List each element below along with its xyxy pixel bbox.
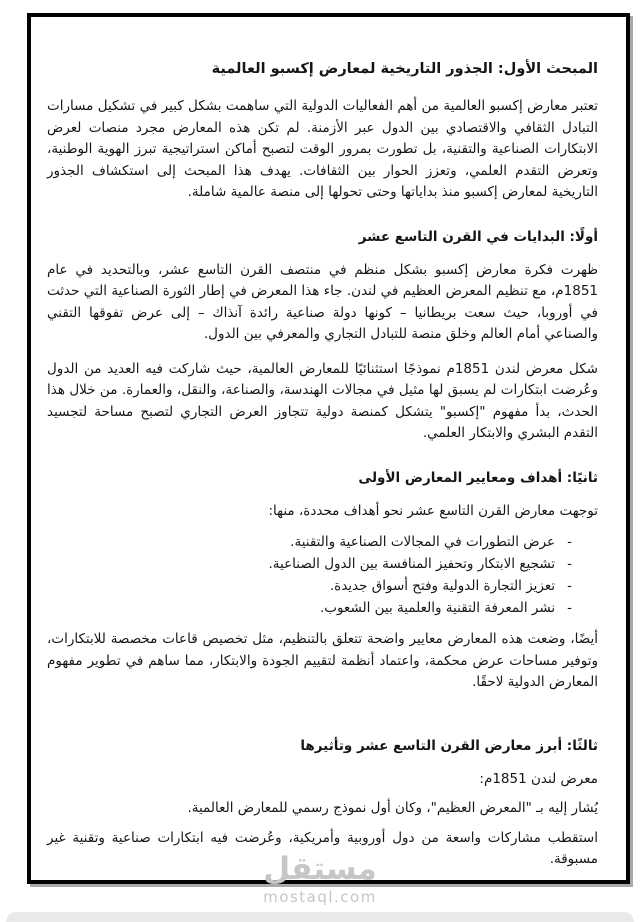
document-title: المبحث الأول: الجذور التاريخية لمعارض إكسبو العالمية (211, 61, 598, 77)
bullet-item-label: نشر المعرفة التقنية والعلمية بين الشعوب. (319, 600, 556, 616)
bullet-dash-marker: - (567, 600, 572, 616)
watermark-domain-text: mostaql.com (263, 888, 377, 906)
section3-subheading: معرض لندن 1851م: (479, 770, 598, 787)
section3-paragraph-2: استقطب مشاركات واسعة من دول أوروبية وأمريكية، وعُرضت فيه ابتكارات صناعية وتقنية غير مسبوقة. (47, 829, 598, 867)
bullet-item (47, 531, 572, 553)
bullet-item-label: عرض التطورات في المجالات الصناعية والتقنية. (290, 534, 556, 550)
intro-paragraph: تعتبر معارض إكسبو العالمية من أهم الفعاليات الدولية التي ساهمت بشكل كبير في تشكيل مسارات التبادل الثقافي والاقتصادي بين الدول عبر الأزمنة. لم تكن هذه المعارض مجرد منصات لعرض الابتكارات الصناعية والتقنية، بل تطورت بمرور الوقت لتصبح أماكن استراتيجية تبرز الهوية الوطنية، وتعرض التقدم العلمي، وتعزز الحوار بين الثقافات. يهدف هذا المبحث إلى استكشاف الجذور التاريخية لمعارض إكسبو منذ بداياتها وحتى تحولها إلى منصة عالمية شاملة. (47, 98, 598, 200)
bullet-item-label: تعزيز التجارة الدولية وفتح أسواق جديدة. (329, 578, 556, 594)
bullet-item (47, 575, 572, 597)
section1-heading: أولًا: البدايات في القرن التاسع عشر (358, 228, 598, 245)
goals-bullet-list (47, 531, 598, 619)
section3-paragraph-1: يُشار إليه بـ "المعرض العظيم"، وكان أول نموذج رسمي للمعارض العالمية. (187, 800, 598, 816)
bullet-dash-marker: - (567, 578, 572, 594)
page-content (31, 17, 626, 880)
section2-paragraph: أيضًا، وضعت هذه المعارض معايير واضحة تتعلق بالتنظيم، مثل تخصيص قاعات مخصصة للابتكارات، وتوفير مساحات عرض محكمة، واعتماد أنظمة لتقييم الجودة والابتكار، مما ساهم في تطوير مفهوم المعارض الدولية لاحقًا. (47, 631, 598, 690)
section2-heading: ثانيًا: أهداف ومعايير المعارض الأولى (358, 469, 598, 486)
next-page-top-edge (6, 912, 634, 922)
bullet-dash-marker: - (567, 556, 572, 572)
bullet-item-label: تشجيع الابتكار وتحفيز المنافسة بين الدول الصناعية. (268, 556, 556, 572)
bullet-item (47, 553, 572, 575)
section1-paragraph-1: ظهرت فكرة معارض إكسبو بشكل منظم في منتصف القرن التاسع عشر، وبالتحديد في عام 1851م، مع تنظيم المعرض العظيم في لندن. جاء هذا المعرض في إطار الثورة الصناعية التي حدثت في أوروبا، حيث سعت بريطانيا – كونها دولة صناعية رائدة آنذاك – إلى عرض تفوقها التقني والصناعي أمام العالم وخلق منصة للتبادل التجاري والمعرفي بين الدول. (47, 261, 598, 342)
bullet-item (47, 597, 572, 619)
section2-lead: توجهت معارض القرن التاسع عشر نحو أهداف محددة، منها: (268, 502, 598, 519)
bullet-dash-marker: - (567, 534, 572, 550)
section3-heading: ثالثًا: أبرز معارض القرن التاسع عشر وتأثيرها (300, 737, 598, 754)
section1-paragraph-2: شكل معرض لندن 1851م نموذجًا استثنائيًا للمعارض العالمية، حيث شاركت فيه العديد من الدول وعُرضت ابتكارات لم يسبق لها مثيل في مجالات الهندسة، والصناعة، والنقل، والعمارة. من خلال هذا الحدث، بدأ مفهوم "إكسبو" يتشكل كمنصة دولية تتجاوز العرض التجاري لتصبح مساحة لتجسيد التقدم البشري والابتكار العلمي. (47, 360, 598, 441)
page-frame (27, 13, 630, 887)
watermark-arabic-logo: مستقل (263, 851, 377, 887)
